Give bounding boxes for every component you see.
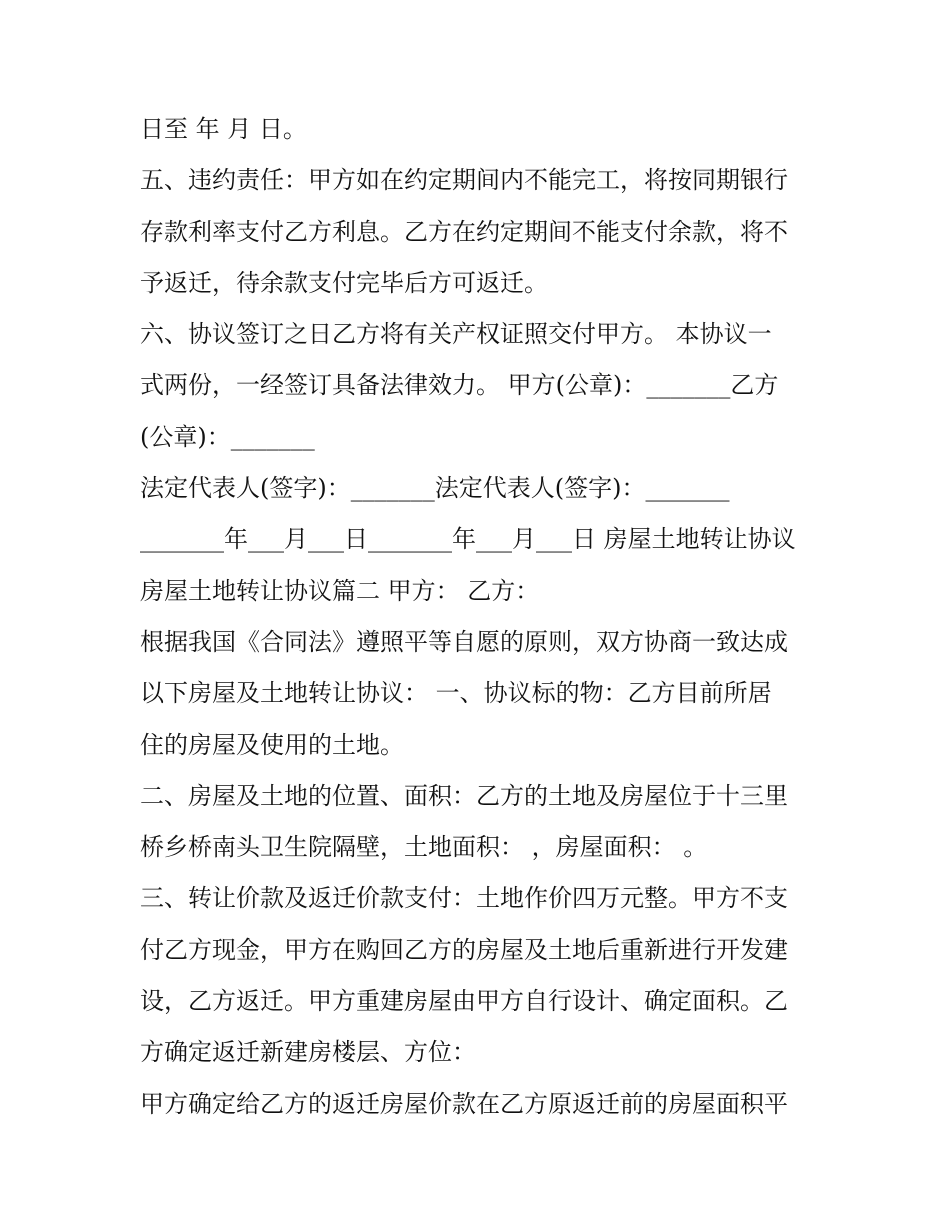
text-line-20: 甲方确定给乙方的返迁房屋价款在乙方原返迁前的房屋面积平 bbox=[140, 1089, 788, 1118]
text-line-2: 五、违约责任：甲方如在约定期间内不能完工，将按同期银行 bbox=[140, 166, 788, 195]
text-line-19: 方确定返迁新建房楼层、方位： bbox=[140, 1038, 476, 1067]
text-line-13: 住的房屋及使用的土地。 bbox=[140, 730, 404, 759]
text-line-5: 六、协议签订之日乙方将有关产权证照交付甲方。 本协议一 bbox=[140, 320, 772, 349]
text-line-17: 付乙方现金，甲方在购回乙方的房屋及土地后重新进行开发建 bbox=[140, 935, 788, 964]
text-line-7: (公章)：_______ bbox=[140, 422, 315, 451]
text-line-11: 根据我国《合同法》遵照平等自愿的原则，双方协商一致达成 bbox=[140, 627, 788, 656]
text-line-9: _______年___月___日_______年___月___日 房屋土地转让协议 bbox=[140, 525, 796, 554]
text-line-18: 设，乙方返迁。甲方重建房屋由甲方自行设计、确定面积。乙 bbox=[140, 987, 788, 1016]
text-line-14: 二、房屋及土地的位置、面积：乙方的土地及房屋位于十三里 bbox=[140, 781, 788, 810]
text-line-12: 以下房屋及土地转让协议： 一、协议标的物：乙方目前所居 bbox=[140, 679, 772, 708]
document-body bbox=[140, 104, 820, 1130]
text-line-3: 存款利率支付乙方利息。乙方在约定期间不能支付余款，将不 bbox=[140, 217, 788, 246]
text-line-15: 桥乡桥南头卫生院隔壁，土地面积： ，房屋面积： 。 bbox=[140, 833, 708, 862]
text-line-6: 式两份，一经签订具备法律效力。 甲方(公章)：_______乙方 bbox=[140, 371, 779, 400]
text-line-1: 日至 年 月 日。 bbox=[140, 115, 307, 143]
text-line-16: 三、转让价款及返迁价款支付：土地作价四万元整。甲方不支 bbox=[140, 884, 788, 913]
text-line-4: 予返迁，待余款支付完毕后方可返迁。 bbox=[140, 268, 548, 297]
text-line-8: 法定代表人(签字)：_______法定代表人(签字)：_______ bbox=[140, 474, 730, 503]
text-line-10: 房屋土地转让协议篇二 甲方： 乙方： bbox=[140, 576, 540, 605]
